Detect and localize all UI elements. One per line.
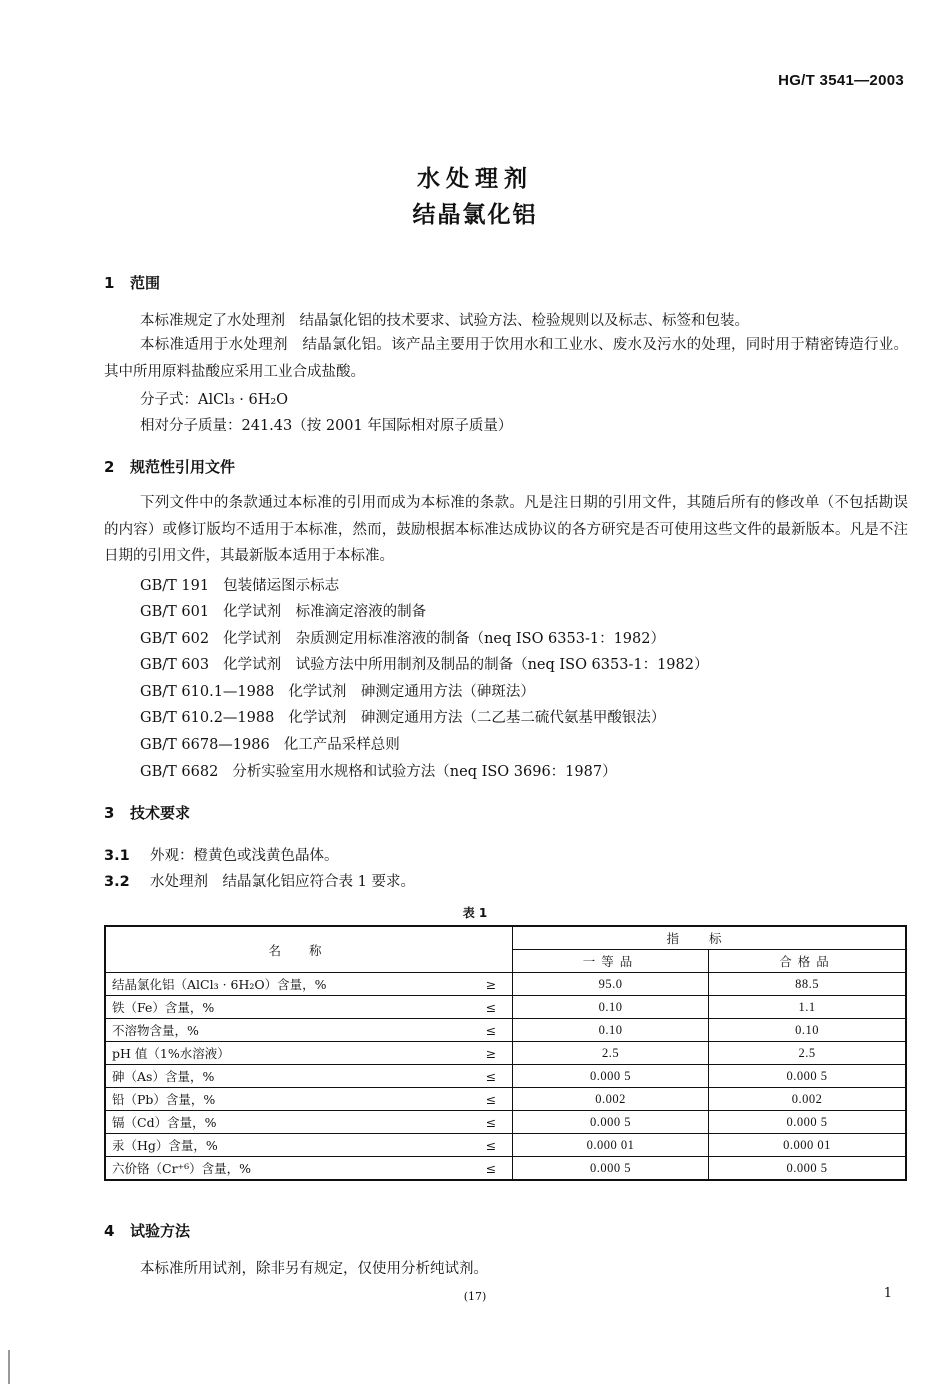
page-number-right: 1: [883, 1286, 892, 1301]
table-row: pH 值（1%水溶液） ≥ 2.5 2.5: [105, 1042, 906, 1065]
table-row: 不溶物含量，% ≤ 0.10 0.10: [105, 1019, 906, 1042]
section-number: 1: [104, 274, 115, 292]
molecular-mass: 相对分子质量：241.43（按 2001 年国际相对原子质量）: [140, 418, 513, 434]
reference-item: GB/T 601 化学试剂 标准滴定溶液的制备: [140, 604, 427, 620]
table-header-group: 指标: [513, 926, 907, 950]
section-4-paragraph-1: 本标准所用试剂，除非另有规定，仅使用分析纯试剂。: [140, 1261, 488, 1277]
section-2-heading: [104, 456, 235, 477]
table-caption: 表 1: [462, 906, 488, 920]
section-1-paragraph-1: 本标准规定了水处理剂 结晶氯化铝的技术要求、试验方法、检验规则以及标志、标签和包装。: [140, 313, 749, 329]
table-row: 六价铬（Cr⁺⁶）含量，% ≤ 0.000 5 0.000 5: [105, 1157, 906, 1181]
table-row: 镉（Cd）含量，% ≤ 0.000 5 0.000 5: [105, 1111, 906, 1134]
section-number: 2: [104, 458, 115, 476]
section-2-paragraph-1: 下列文件中的条款通过本标准的引用而成为本标准的条款。凡是注日期的引用文件，其随后所有的修改单（不包括勘误的内容）或修订版均不适用于本标准，然而，鼓励根据本标准达成协议的各方研究是否可使用这些文件的最新版本。凡是不注日期的引用文件，其最新版本适用于本标准。: [104, 495, 908, 564]
spec-table: [104, 925, 907, 1181]
reference-item: GB/T 603 化学试剂 试验方法中所用制剂及制品的制备（neq ISO 6353-1：1982）: [140, 657, 709, 673]
page-number-center: (17): [463, 1290, 487, 1303]
section-title: 技术要求: [130, 804, 191, 822]
molecular-formula: 分子式：AlCl₃ · 6H₂O: [140, 392, 289, 408]
section-3-heading: [104, 802, 190, 823]
table-row: 铁（Fe）含量，% ≤ 0.10 1.1: [105, 996, 906, 1019]
reference-item: GB/T 6682 分析实验室用水规格和试验方法（neq ISO 3696：1987）: [140, 764, 617, 780]
standard-code: HG/T 3541—2003: [778, 72, 904, 89]
reference-item: GB/T 610.1—1988 化学试剂 砷测定通用方法（砷斑法）: [140, 684, 535, 700]
section-1-paragraph-2: 本标准适用于水处理剂 结晶氯化铝。该产品主要用于饮用水和工业水、废水及污水的处理，同时用于精密铸造行业。其中所用原料盐酸应采用工业合成盐酸。: [104, 337, 908, 380]
section-number: 3: [104, 804, 115, 822]
table-header-grade2: 合格品: [709, 950, 906, 973]
section-title: 规范性引用文件: [130, 458, 236, 476]
table-row: 汞（Hg）含量，% ≤ 0.000 01 0.000 01: [105, 1134, 906, 1157]
table-row: 砷（As）含量，% ≤ 0.000 5 0.000 5: [105, 1065, 906, 1088]
section-4-heading: [104, 1220, 190, 1241]
scan-margin-mark: [8, 1350, 10, 1384]
section-title: 试验方法: [130, 1222, 191, 1240]
reference-item: GB/T 191 包装储运图示标志: [140, 578, 340, 594]
section-number: 4: [104, 1222, 115, 1240]
section-1-heading: [104, 272, 160, 293]
table-row: 铅（Pb）含量，% ≤ 0.002 0.002: [105, 1088, 906, 1111]
section-title: 范围: [130, 274, 161, 292]
table-row: 结晶氯化铝（AlCl₃ · 6H₂O）含量，% ≥ 95.0 88.5: [105, 973, 906, 996]
reference-item: GB/T 602 化学试剂 杂质测定用标准溶液的制备（neq ISO 6353-1：1982）: [140, 631, 665, 647]
table-header-grade1: 一等品: [513, 950, 709, 973]
subsection-3-2: 3.2 水处理剂 结晶氯化铝应符合表 1 要求。: [104, 874, 415, 890]
subsection-3-1: 3.1 外观：橙黄色或浅黄色晶体。: [104, 848, 339, 864]
reference-item: GB/T 6678—1986 化工产品采样总则: [140, 737, 400, 753]
table-header-name: 名称: [105, 926, 513, 973]
reference-item: GB/T 610.2—1988 化学试剂 砷测定通用方法（二乙基二硫代氨基甲酸银法）: [140, 710, 666, 726]
title-line-2: 结晶氯化铝: [412, 202, 538, 228]
title-line-1: 水处理剂: [417, 166, 533, 192]
